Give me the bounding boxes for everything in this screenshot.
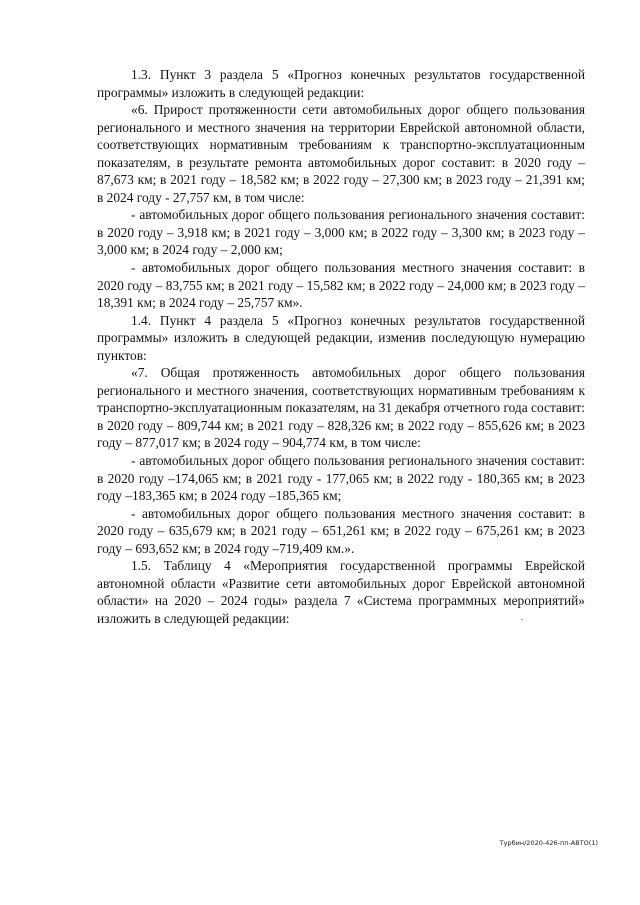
document-body [97,66,585,628]
paragraph-item-6: «6. Прирост протяженности сети автомобильных дорог общего пользования регионального и местного значения на территории Еврейской автономной области, соответствующих нормативным требованиям к транспортно-эксплуатационным показателям, в результате ремонта автомобильных дорог составит: в 2020 году – 87,673 км; в 2021 году – 18,582 км; в 2022 году – 27,300 км; в 2023 году – 21,391 км; в 2024 году - 27,757 км, в том числе: [97,102,585,205]
paragraph-1-4: 1.4. Пункт 4 раздела 5 «Прогноз конечных результатов государственной программы» изложить в следующей редакции, изменив последующую нумерацию пунктов: [97,312,585,363]
paragraph-item-6-regional: - автомобильных дорог общего пользования регионального значения составит: в 2020 году – 3,918 км; в 2021 году – 3,000 км; в 2022 году – 3,300 км; в 2023 году – 3,000 км; в 2024 году – 2,000 км; [97,207,585,258]
paragraph-item-7: «7. Общая протяженность автомобильных дорог общего пользования регионального и местного значения, соответствующих нормативным требованиям к транспортно-эксплуатационным показателям, на 31 декабря отчетного года составит: в 2020 году – 809,744 км; в 2021 году – 828,326 км; в 2022 году – 855,626 км; в 2023 году – 877,017 км; в 2024 году – 904,774 км, в том числе: [97,365,585,451]
paragraph-item-7-regional: - автомобильных дорог общего пользования регионального значения составит: в 2020 году –174,065 км; в 2021 году - 177,065 км; в 2022 году - 180,365 км; в 2023 году –183,365 км; в 2024 году –185,365 км; [97,453,585,504]
footer-reference: Турбин/2020-426-пп-АВТО(1) [499,839,598,847]
paragraph-1-3: 1.3. Пункт 3 раздела 5 «Прогноз конечных результатов государственной программы» изложить в следующей редакции: [97,67,585,100]
paragraph-item-6-local: - автомобильных дорог общего пользования местного значения составит: в 2020 году – 83,755 км; в 2021 году – 15,582 км; в 2022 году – 24,000 км; в 2023 году – 18,391 км; в 2024 году – 25,757 км». [97,260,585,311]
paragraph-item-7-local: - автомобильных дорог общего пользования местного значения составит: в 2020 году – 635,679 км; в 2021 году – 651,261 км; в 2022 году – 675,261 км; в 2023 году – 693,652 км; в 2024 году –719,409 км.». [97,505,585,556]
scan-speck [521,619,523,620]
paragraph-1-5: 1.5. Таблицу 4 «Мероприятия государственной программы Еврейской автономной области «Развитие сети автомобильных дорог Еврейской автономной области» на 2020 – 2024 годы» раздела 7 «Система программных мероприятий» изложить в следующей редакции: [97,558,585,626]
